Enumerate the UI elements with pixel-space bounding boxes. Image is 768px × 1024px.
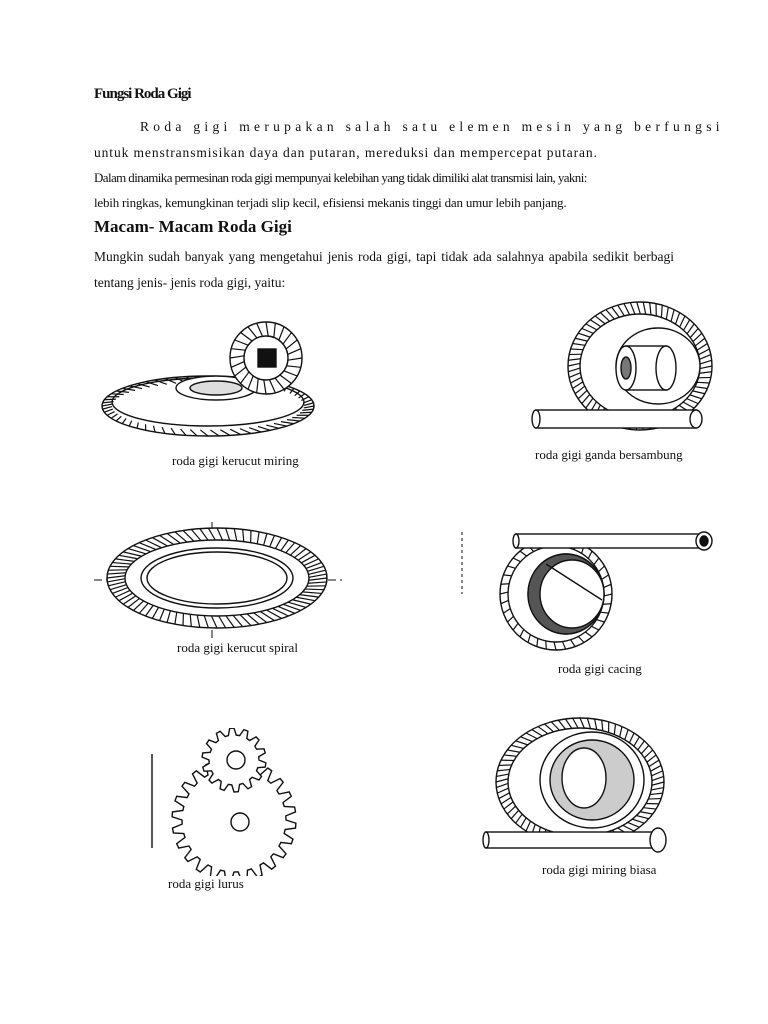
helical-gear-illustration [480,712,676,862]
bevel-gear-helical-illustration [98,318,336,444]
paragraph-line-4: lebih ringkas, kemungkinan terjadi slip kecil, efisiensi mekanis tinggi dan umur lebih panjang. [94,195,567,210]
caption-miring-biasa: roda gigi miring biasa [542,862,657,877]
paragraph-line-1: Roda gigi merupakan salah satu elemen mesin yang berfungsi [140,119,724,134]
caption-ganda-bersambung: roda gigi ganda bersambung [535,447,683,462]
spiral-bevel-gear-illustration [92,520,348,642]
caption-cacing: roda gigi cacing [558,661,642,676]
intro-paragraph: Mungkin sudah banyak yang mengetahui jenis roda gigi, tapi tidak ada salahnya apabila sedikit berbagi tentang jenis- jenis roda gigi, yaitu: [94,249,674,290]
caption-kerucut-miring: roda gigi kerucut miring [172,453,299,468]
caption-kerucut-spiral: roda gigi kerucut spiral [177,640,298,655]
worm-gear-illustration [456,514,720,660]
paragraph-line-2: untuk menstransmisikan daya dan putaran, mereduksi dan mempercepat putaran. [94,145,598,160]
section-heading-macam: Macam- Macam Roda Gigi [94,217,292,236]
paragraph-line-3: Dalam dinamika permesinan roda gigi mempunyai kelebihan yang tidak dimiliki alat transmisi lain, yakni: [94,170,587,185]
section-heading-fungsi: Fungsi Roda Gigi [94,86,191,102]
caption-lurus: roda gigi lurus [168,876,244,891]
double-helical-gear-illustration [528,300,718,442]
spur-gear-illustration [122,728,304,876]
